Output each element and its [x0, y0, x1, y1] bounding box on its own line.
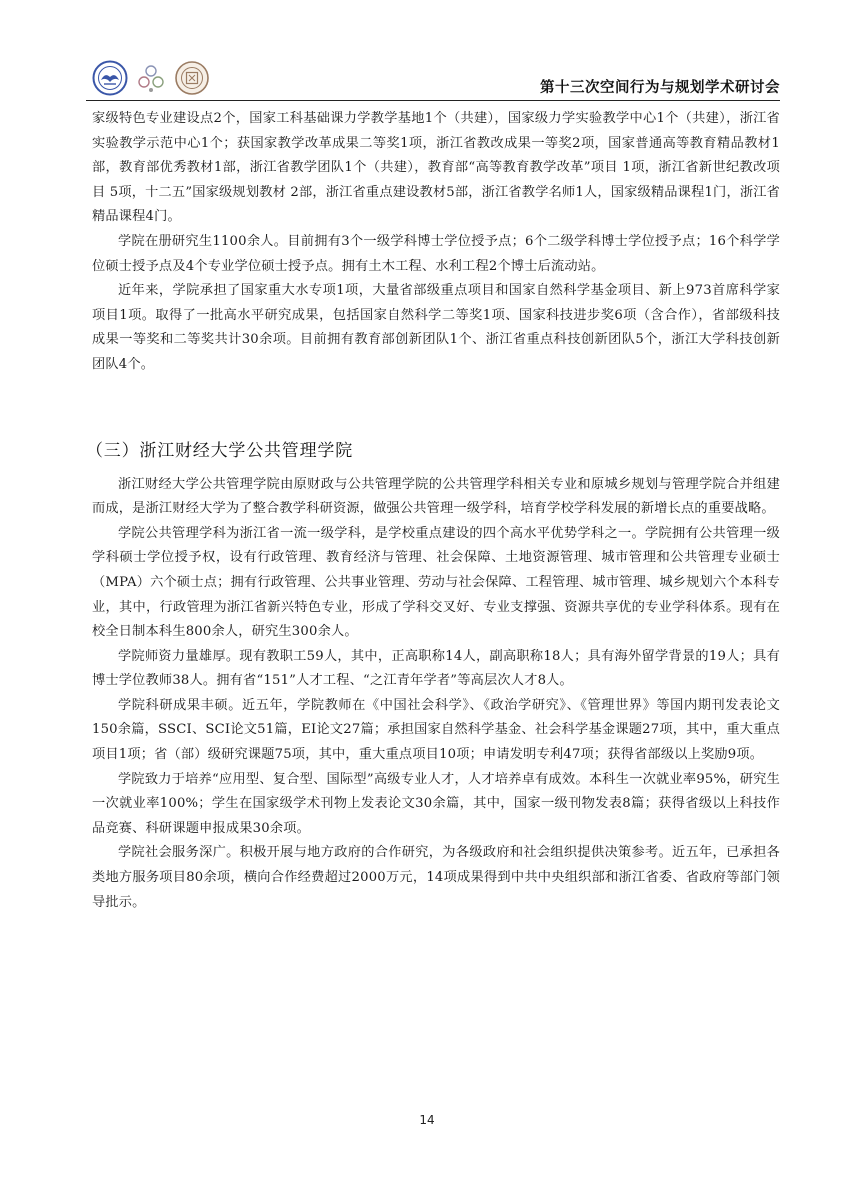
conference-logo-icon: [134, 61, 168, 95]
body-paragraph: 家级特色专业建设点2个，国家工科基础课力学教学基地1个（共建），国家级力学实验教学中心1个（共建），浙江省实验教学示范中心1个；获国家教学改革成果二等奖1项，浙江省教改成果一等奖2项，国家普通高等教育精品教材1部，教育部优秀教材1部，浙江省教学团队1个（共建），教育部“高等教育教学改革”项目 1项，浙江省新世纪教改项目 5项，十二五”国家级规划教材 2部，浙江省重点建设教材5部，浙江省教学名师1人，国家级精品课程1门，浙江省精品课程4门。: [92, 111, 780, 225]
body-paragraph: 学院致力于培养“应用型、复合型、国际型”高级专业人才，人才培养卓有成效。本科生一次就业率95%，研究生一次就业率100%；学生在国家级学术刊物上发表论文30余篇，其中，国家一级刊物发表8篇；获得省级以上科技作品竞赛、科研课题申报成果30余项。: [92, 771, 780, 836]
body-paragraph: 学院科研成果丰硕。近五年，学院教师在《中国社会科学》、《政治学研究》、《管理世界》等国内期刊发表论文150余篇，SSCI、SCI论文51篇，EI论文27篇；承担国家自然科学基金、社会科学基金课题27项，其中，重大重点项目1项；省（部）级研究课题75项，其中，重大重点项目10项；申请发明专利47项；获得省部级以上奖励9项。: [92, 697, 780, 763]
body-paragraph: 学院在册研究生1100余人。目前拥有3个一级学科博士学位授予点；6个二级学科博士学位授予点；16个科学学位硕士授予点及4个专业学位硕士授予点。拥有土木工程、水利工程2个博士后流动站。: [92, 233, 780, 274]
seal-emblem-icon: [174, 60, 210, 96]
section-heading: （三）浙江财经大学公共管理学院: [86, 440, 353, 461]
header-logos: [92, 60, 210, 96]
body-paragraph: 学院社会服务深广。积极开展与地方政府的合作研究，为各级政府和社会组织提供决策参考。近五年，已承担各类地方服务项目80余项，横向合作经费超过2000万元，14项成果得到中共中央组织部和浙江省委、省政府等部门领导批示。: [92, 845, 780, 910]
body-paragraph: 学院师资力量雄厚。现有教职工59人，其中，正高职称14人，副高职称18人；具有海外留学背景的19人；具有博士学位教师38人。拥有省“151”人才工程、“之江青年学者”等高层次人才8人。: [92, 648, 780, 689]
page-number: 14: [419, 1113, 435, 1127]
university-emblem-icon: [92, 60, 128, 96]
page-header: [86, 56, 780, 104]
body-paragraph: 浙江财经大学公共管理学院由原财政与公共管理学院的公共管理学科相关专业和原城乡规划与管理学院合并组建而成，是浙江财经大学为了整合教学科研资源，做强公共管理一级学科，培育学校学科发展的新增长点的重要战略。: [92, 476, 780, 517]
body-paragraph: 学院公共管理学科为浙江省一流一级学科，是学校重点建设的四个高水平优势学科之一。学院拥有公共管理一级学科硕士学位授予权，设有行政管理、教育经济与管理、社会保障、土地资源管理、城市管理和公共管理专业硕士（MPA）六个硕士点；拥有行政管理、公共事业管理、劳动与社会保障、工程管理、城市管理、城乡规划六个本科专业，其中，行政管理为浙江省新兴特色专业，形成了学科交叉好、专业支撑强、资源共享优的专业学科体系。现有在校全日制本科生800余人，研究生300余人。: [92, 525, 780, 640]
body-paragraph: 近年来，学院承担了国家重大水专项1项，大量省部级重点项目和国家自然科学基金项目、新上973首席科学家项目1项。取得了一批高水平研究成果，包括国家自然科学二等奖1项、国家科技进步奖6项（含合作），省部级科技成果一等奖和二等奖共计30余项。目前拥有教育部创新团队1个、浙江省重点科技创新团队5个，浙江大学科技创新团队4个。: [92, 283, 780, 372]
header-rule: [86, 100, 780, 101]
conference-title: 第十三次空间行为与规划学术研讨会: [540, 80, 780, 96]
page-body: [86, 107, 780, 915]
